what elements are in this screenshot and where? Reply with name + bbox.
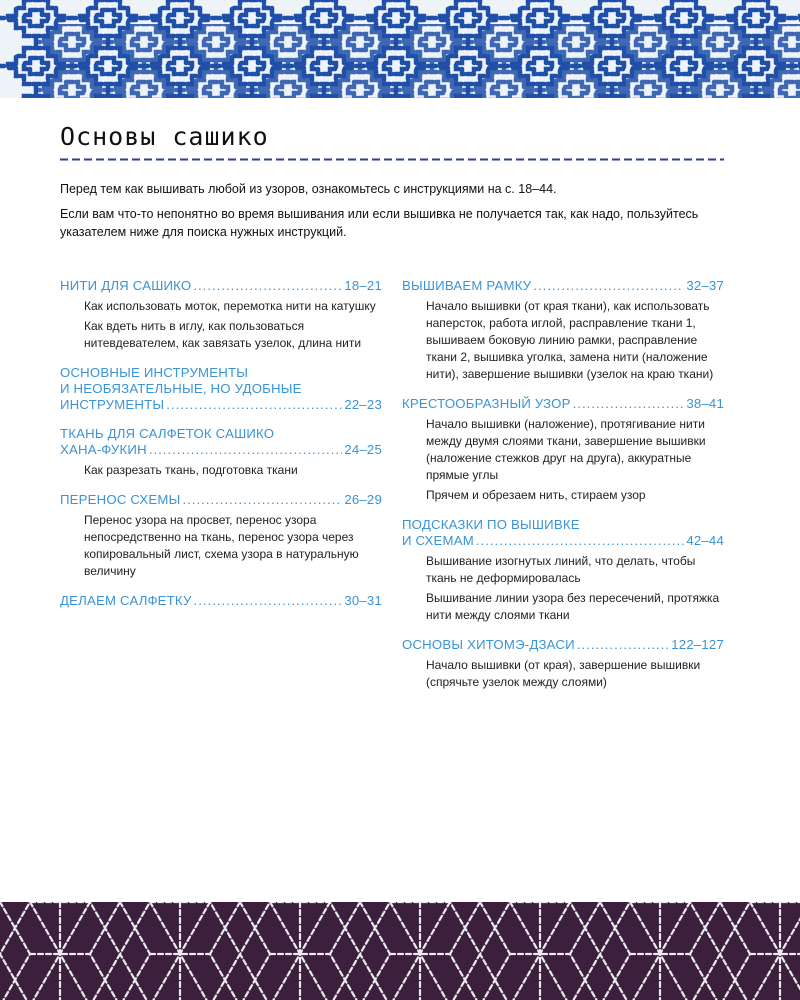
toc-description-text: Прячем и обрезаем нить, стираем узор (426, 488, 646, 502)
toc-description (402, 298, 724, 383)
toc-column-right (402, 278, 724, 704)
toc-entry-make-napkin[interactable] (60, 593, 382, 609)
dot-leader (577, 637, 669, 653)
toc-page-range: 32–37 (686, 278, 724, 293)
toc-description (60, 512, 382, 580)
toc-page-range: 18–21 (344, 278, 382, 293)
toc-heading (60, 593, 382, 609)
toc-description-text: Как разрезать ткань, подготовка ткани (84, 463, 298, 477)
toc-entry-transfer[interactable] (60, 492, 382, 580)
dot-leader (182, 492, 342, 508)
dot-leader (149, 442, 343, 458)
dot-leader (166, 397, 342, 413)
toc-heading-text: ИНСТРУМЕНТЫ (60, 397, 165, 412)
toc-heading-text: КРЕСТООБРАЗНЫЙ УЗОР (402, 396, 571, 411)
toc-heading (402, 278, 724, 294)
dot-leader (573, 396, 685, 412)
toc-page-range: 24–25 (344, 442, 382, 457)
top-sashiko-pattern (0, 0, 800, 98)
toc-page-range: 38–41 (686, 396, 724, 411)
toc-description-text: Вышивание изогнутых линий, что делать, чтобы ткань не деформировалась (426, 554, 696, 585)
toc-description-text: Начало вышивки (наложение), протягивание нити между двумя слоями ткани, завершение вышивки (наложение стежков друг на друга), аккуратные прямые углы (426, 417, 706, 482)
toc-entry-frame[interactable] (402, 278, 724, 383)
toc-page-range: 122–127 (671, 637, 724, 652)
page-title: Основы сашико (60, 122, 269, 151)
toc-page-range: 42–44 (686, 533, 724, 548)
toc-page-range: 26–29 (344, 492, 382, 507)
toc-heading-text: И НЕОБЯЗАТЕЛЬНЫЕ, НО УДОБНЫЕ (60, 381, 302, 396)
toc-heading-text: ВЫШИВАЕМ РАМКУ (402, 278, 532, 293)
toc-heading (60, 397, 382, 413)
toc-entry-fabric[interactable] (60, 426, 382, 479)
intro-paragraph: Если вам что-то непонятно во время вышивания или если вышивка не получается так, как надо, пользуйтесь указателем ниже для поиска нужных инструкций. (60, 207, 699, 239)
toc-page-range: 30–31 (344, 593, 382, 608)
toc-heading-text: И СХЕМАМ (402, 533, 474, 548)
toc-entry-tools[interactable] (60, 365, 382, 413)
dot-leader (194, 593, 343, 609)
title-dashed-rule (60, 158, 724, 161)
toc-description-text: Начало вышивки (от края ткани), как использовать наперсток, работа иглой, расправление ткани 1, вышиваем боковую линию рамки, расправление ткани 2, вышивка уголка, замена нити (наложение нити), завершение вышивки (узелок на краю ткани) (426, 299, 714, 381)
top-pattern-svg (0, 0, 800, 98)
toc-entry-cross-pattern[interactable] (402, 396, 724, 504)
toc-description (60, 298, 382, 352)
toc-entry-tips[interactable] (402, 517, 724, 624)
toc-heading-text: НИТИ ДЛЯ САШИКО (60, 278, 192, 293)
toc-heading-text: ДЕЛАЕМ САЛФЕТКУ (60, 593, 192, 608)
toc-description (402, 416, 724, 504)
toc-entry-threads[interactable] (60, 278, 382, 352)
toc-heading (60, 278, 382, 294)
toc-description-text: Начало вышивки (от края), завершение вышивки (спрячьте узелок между слоями) (426, 658, 701, 689)
toc-heading (60, 442, 382, 458)
toc-heading (60, 492, 382, 508)
toc-heading-text: ХАНА-ФУКИН (60, 442, 147, 457)
dot-leader (476, 533, 684, 549)
toc-page-range: 22–23 (344, 397, 382, 412)
dot-leader (193, 278, 342, 294)
toc-heading-text: ПЕРЕНОС СХЕМЫ (60, 492, 181, 507)
toc-description (60, 462, 382, 479)
dot-leader (533, 278, 684, 294)
toc-heading-text: ОСНОВНЫЕ ИНСТРУМЕНТЫ (60, 365, 249, 380)
toc-heading-text: ТКАНЬ ДЛЯ САЛФЕТОК САШИКО (60, 426, 275, 441)
toc-heading-text: ПОДСКАЗКИ ПО ВЫШИВКЕ (402, 517, 580, 532)
toc-heading (402, 637, 724, 653)
toc-description (402, 553, 724, 624)
bottom-sashiko-pattern (0, 902, 800, 1000)
toc-description-text: Вышивание линии узора без пересечений, протяжка нити между слоями ткани (426, 591, 720, 622)
bottom-pattern-svg (0, 902, 800, 1000)
toc-heading-text: ОСНОВЫ ХИТОМЭ-ДЗАСИ (402, 637, 575, 652)
toc-description-text: Как вдеть нить в иглу, как пользоваться нитевдевателем, как завязать узелок, длина нити (84, 319, 362, 350)
toc-description-text: Как использовать моток, перемотка нити на катушку (84, 299, 376, 313)
toc-description-text: Перенос узора на просвет, перенос узора непосредственно на ткань, перенос узора через копировальный лист, схема узора в натуральную величину (84, 513, 359, 578)
toc-column-left (60, 278, 382, 622)
toc-heading (402, 396, 724, 412)
toc-entry-hitomezashi[interactable] (402, 637, 724, 691)
toc-description (402, 657, 724, 691)
intro-paragraph: Перед тем как вышивать любой из узоров, ознакомьтесь с инструкциями на с. 18–44. (60, 182, 557, 196)
toc-heading (402, 533, 724, 549)
